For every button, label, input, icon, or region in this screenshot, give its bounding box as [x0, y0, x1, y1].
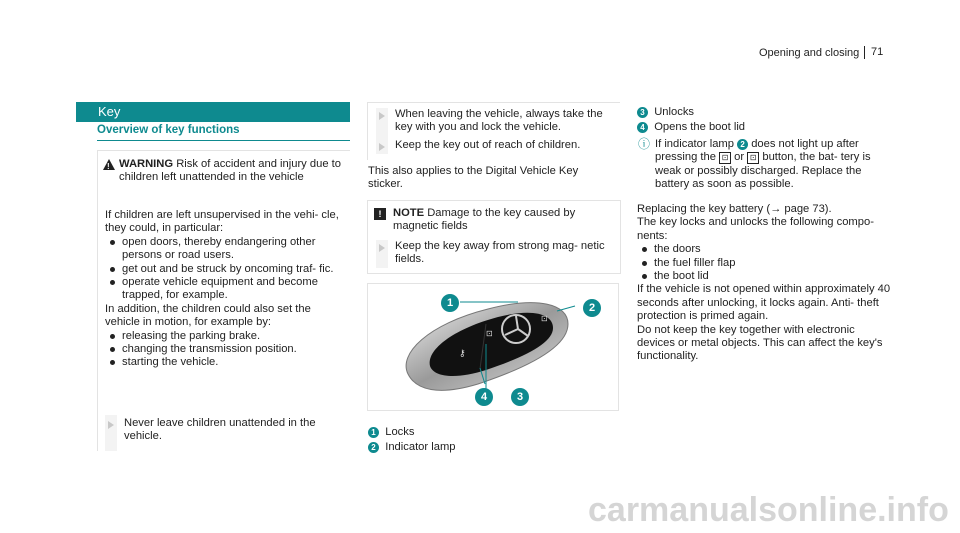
legend-item: 2 Indicator lamp: [368, 441, 456, 454]
instruction-arrow-icon: [379, 244, 385, 252]
instruction: Keep the key out of reach of children.: [395, 139, 581, 151]
callout-4: 4: [475, 388, 493, 406]
list-item: the fuel filler flap: [637, 257, 892, 270]
watermark: carmanualsonline.info: [588, 491, 949, 529]
info-icon: ⓘ: [638, 137, 651, 151]
legend-item: 4 Opens the boot lid: [637, 121, 745, 134]
callout-1: 1: [441, 294, 459, 312]
note-text: NOTE Damage to the key caused by magnetic fields: [393, 207, 576, 233]
list-item: releasing the parking brake.: [105, 330, 345, 343]
warning-icon: [103, 159, 115, 170]
instruction-arrow-icon: [379, 112, 385, 120]
list-item: changing the transmission position.: [105, 343, 345, 356]
callout-3: 3: [511, 388, 529, 406]
callout-2: 2: [583, 299, 601, 317]
legend-item: 3 Unlocks: [637, 106, 694, 119]
svg-text:⊡: ⊡: [486, 329, 493, 338]
list-item: the boot lid: [637, 270, 892, 283]
boot-button-icon: ⊡: [747, 152, 759, 164]
info-text: If indicator lamp 2 does not light up after pressing the ⊡ or ⊡ button, the bat- tery is weak or possibly discharged. Replace the battery as soon as possible.: [655, 138, 871, 191]
subheading: Overview of key functions: [97, 124, 350, 141]
list-item: the doors: [637, 243, 892, 256]
key-illustration: [367, 283, 619, 411]
col1-body: If children are left unsupervised in the vehi- cle, they could, in particular: open doors, thereby endangering other persons or road users. get out and be struck by oncoming traf- fic. operate vehicle equipment and become trapped, for example. In addition, the children could also set the vehicle in motion, for example by: releasing the parking brake. changing the transmission position. starting the vehicle.: [105, 209, 345, 370]
section-title: Opening and closing: [759, 47, 860, 59]
section-heading: Key: [76, 102, 350, 122]
instruction: Never leave children unattended in the vehicle.: [124, 417, 316, 443]
legend-item: 1 Locks: [368, 426, 414, 439]
instruction: Keep the key away from strong mag- netic fields.: [395, 240, 605, 266]
note-icon: !: [374, 208, 386, 220]
unlock-button-icon: ⊡: [719, 152, 731, 164]
col3-body: Replacing the key battery (→ page 73). The key locks and unlocks the following compo- nents: the doors the fuel filler flap the boot lid If the vehicle is not opened within approximately 40 seconds after unlocking, it locks again. Anti- theft protection is primed again. Do not keep the key together with electronic devices or metal objects. This can affect the key's functionality.: [637, 203, 891, 363]
warning-text: WARNING Risk of accident and injury due to children left unattended in the vehicle: [119, 158, 341, 184]
page-number: 71: [864, 46, 883, 59]
svg-text:⚷: ⚷: [459, 348, 466, 358]
list-item: get out and be struck by oncoming traf- fic.: [105, 263, 345, 276]
instruction: When leaving the vehicle, always take the key with you and lock the vehicle.: [395, 108, 603, 134]
list-item: operate vehicle equipment and become trapped, for example.: [105, 276, 345, 303]
instruction-arrow-icon: [108, 421, 114, 429]
paragraph: This also applies to the Digital Vehicle Key sticker.: [368, 165, 579, 191]
svg-text:⊡: ⊡: [541, 314, 548, 323]
list-item: starting the vehicle.: [105, 356, 345, 369]
car-key-icon: [368, 284, 618, 410]
list-item: open doors, thereby endangering other persons or road users.: [105, 236, 345, 263]
instruction-arrow-icon: [379, 143, 385, 151]
